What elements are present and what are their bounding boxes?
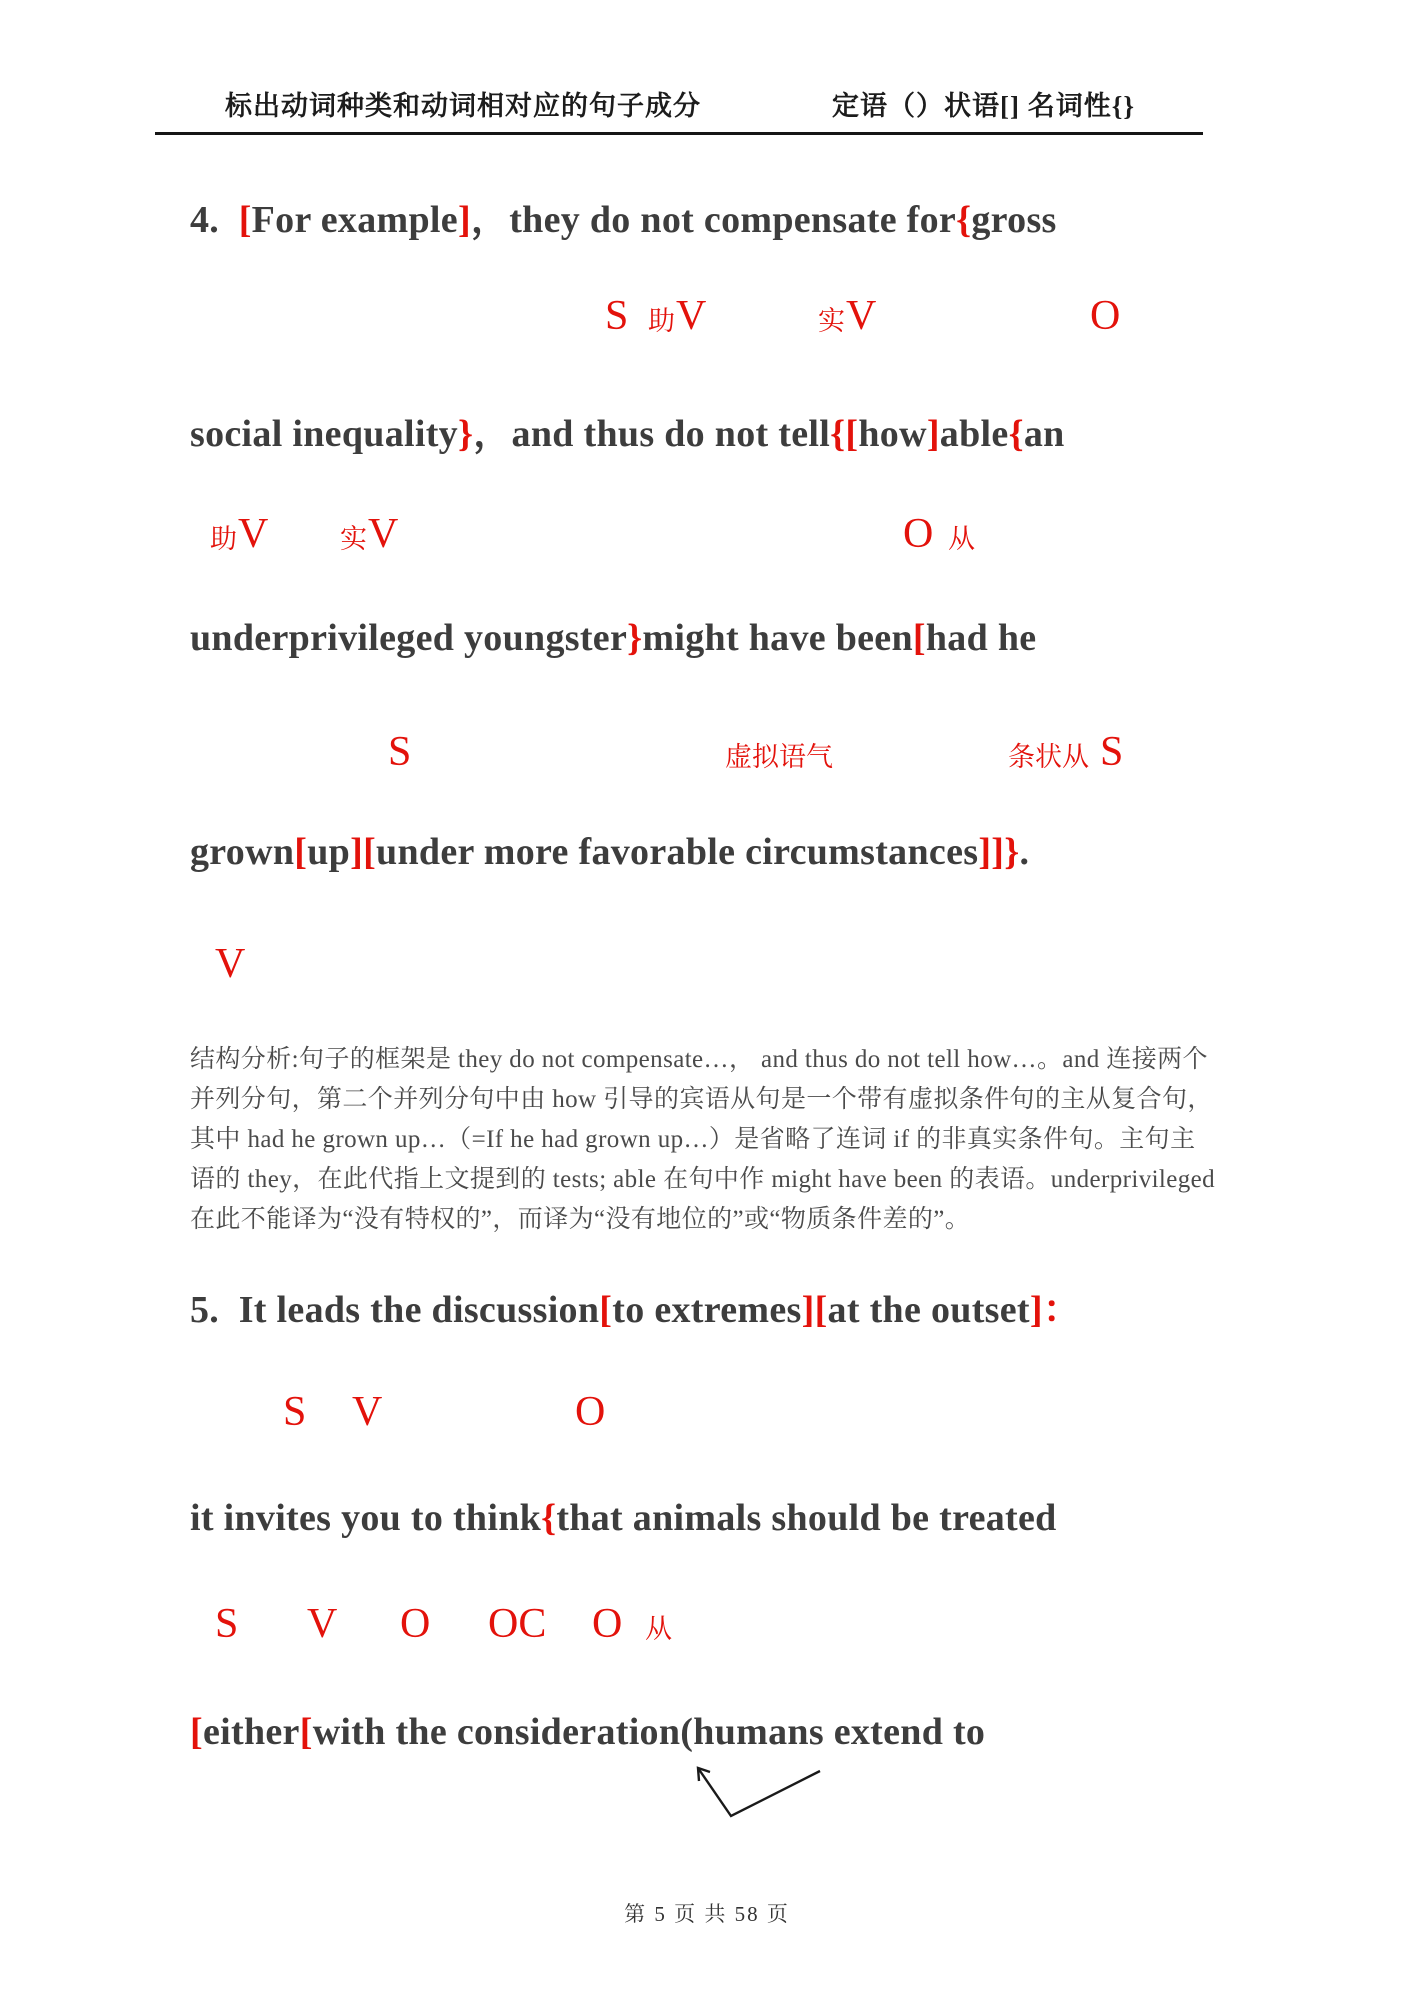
grammar-label: 从 — [645, 1614, 672, 1644]
sentence-text: 4. — [190, 199, 239, 241]
structure-analysis-paragraph — [190, 1040, 1238, 1240]
bracket-annotation: } — [627, 617, 643, 659]
sentence-text: gross — [971, 199, 1057, 241]
analysis-line-3: 其中 had he grown up…（=If he had grown up…）是省略了连词 if 的非真实条件句。主句主 — [190, 1126, 1196, 1153]
sentence-text: ，they do not compensate for — [470, 199, 957, 241]
grammar-label: V — [676, 293, 707, 339]
annotation-line-4-2 — [0, 510, 1414, 568]
sentence-text: For example — [251, 199, 458, 241]
grammar-label: OC — [488, 1601, 547, 1647]
bracket-annotation: [ — [299, 1711, 313, 1753]
grammar-label: O — [1090, 293, 1121, 339]
bracket-annotation: ] — [350, 831, 364, 873]
sentence-text: humans extend to — [693, 1711, 986, 1753]
grammar-label: S — [388, 729, 412, 775]
annotation-line-4-1 — [0, 292, 1414, 350]
annotation-line-5-2 — [0, 1600, 1414, 1658]
sentence-5-line-1 — [190, 1278, 1081, 1333]
sentence-text: up — [307, 831, 351, 873]
sentence-4-line-4 — [190, 830, 1029, 874]
grammar-label: 从 — [948, 524, 975, 554]
grammar-label: V — [307, 1601, 338, 1647]
sentence-5-line-2 — [190, 1496, 1057, 1540]
sentence-text: ( — [680, 1711, 694, 1753]
sentence-text: to extremes — [612, 1289, 802, 1331]
bracket-annotation: [ — [238, 199, 252, 241]
sentence-4-line-3 — [190, 616, 1036, 660]
grammar-label: 实 — [818, 306, 845, 336]
sentence-text: ，and thus do not tell — [473, 413, 831, 455]
annotation-line-4-3 — [0, 728, 1414, 786]
sentence-text: 5. — [190, 1289, 239, 1331]
sentence-text: either — [202, 1711, 300, 1753]
bracket-annotation: { — [541, 1497, 557, 1539]
bracket-annotation: ： — [1042, 1289, 1082, 1331]
grammar-label: O — [903, 511, 934, 557]
grammar-label: 虚拟语气 — [725, 742, 833, 772]
annotation-line-4-4 — [0, 940, 1414, 998]
grammar-label: S — [215, 1601, 239, 1647]
analysis-line-2: 并列分句，第二个并列分句中由 how 引导的宾语从句是一个带有虚拟条件句的主从复合句， — [190, 1086, 1213, 1113]
analysis-line-5: 在此不能译为“没有特权的”，而译为“没有地位的”或“物质条件差的”。 — [190, 1206, 971, 1233]
grammar-label: O — [592, 1601, 623, 1647]
sentence-text: social inequality — [190, 413, 458, 455]
sentence-4-line-2 — [190, 402, 1065, 457]
bracket-annotation: ] — [1029, 1289, 1043, 1331]
grammar-label: V — [215, 941, 246, 987]
sentence-text: grown — [190, 831, 295, 873]
bracket-annotation: { — [1008, 413, 1024, 455]
bracket-annotation: [ — [190, 1711, 203, 1753]
sentence-4-line-1 — [190, 188, 1057, 243]
bracket-annotation: ] — [457, 199, 471, 241]
sentence-text: under more favorable circumstances — [376, 831, 979, 873]
sentence-text: an — [1023, 413, 1065, 455]
bracket-annotation: } — [457, 413, 474, 455]
sentence-text: able — [939, 413, 1009, 455]
grammar-label: V — [352, 1389, 383, 1435]
bracket-annotation: ]]} — [978, 831, 1020, 873]
analysis-line-4: 语的 they，在此代指上文提到的 tests; able 在句中作 might have been 的表语。underprivileged — [190, 1166, 1216, 1193]
analysis-line-1: 结构分析:句子的框架是 they do not compensate…， and thus do not tell how…。and 连接两个 — [190, 1046, 1208, 1073]
sentence-5-line-3 — [190, 1710, 985, 1754]
sentence-text: it invites you to think — [190, 1497, 542, 1539]
grammar-label: 助 — [210, 524, 237, 554]
sentence-text: that animals should be treated — [556, 1497, 1057, 1539]
grammar-label: S — [283, 1389, 307, 1435]
sentence-text: how — [858, 413, 927, 455]
grammar-label: S — [1100, 729, 1124, 775]
sentence-text: at the outset — [827, 1289, 1030, 1331]
bracket-annotation: [ — [845, 413, 859, 455]
header-left-title: 标出动词种类和动词相对应的句子成分 — [225, 91, 701, 121]
bracket-annotation: ] — [801, 1289, 815, 1331]
sentence-text: underprivileged youngster — [190, 617, 628, 659]
grammar-label: 条状从 — [1008, 742, 1089, 772]
grammar-label: O — [575, 1389, 606, 1435]
header-divider — [155, 132, 1203, 135]
annotation-line-5-1 — [0, 1388, 1414, 1446]
grammar-label: 实 — [340, 524, 367, 554]
sentence-text: with the consideration — [312, 1711, 681, 1753]
bracket-annotation: [ — [912, 617, 926, 659]
grammar-label: V — [846, 293, 877, 339]
bracket-annotation: [ — [814, 1289, 828, 1331]
grammar-label: O — [400, 1601, 431, 1647]
grammar-label: V — [368, 511, 399, 557]
sentence-text: . — [1019, 831, 1030, 873]
sentence-text: might have been — [642, 617, 913, 659]
bracket-annotation: { — [830, 413, 846, 455]
bracket-annotation: [ — [599, 1289, 613, 1331]
header-right-legend: 定语（）状语[] 名词性{} — [832, 91, 1136, 121]
grammar-label: S — [605, 293, 629, 339]
sentence-text: It leads the discussion — [238, 1289, 600, 1331]
hand-drawn-arrow-icon — [678, 1758, 848, 1838]
bracket-annotation: { — [956, 199, 972, 241]
grammar-label: 助 — [648, 306, 675, 336]
grammar-label: V — [238, 511, 269, 557]
bracket-annotation: ] — [926, 413, 940, 455]
page-number: 第 5 页 共 58 页 — [624, 1902, 790, 1926]
bracket-annotation: [ — [294, 831, 308, 873]
bracket-annotation: [ — [363, 831, 377, 873]
sentence-text: had he — [925, 617, 1037, 659]
